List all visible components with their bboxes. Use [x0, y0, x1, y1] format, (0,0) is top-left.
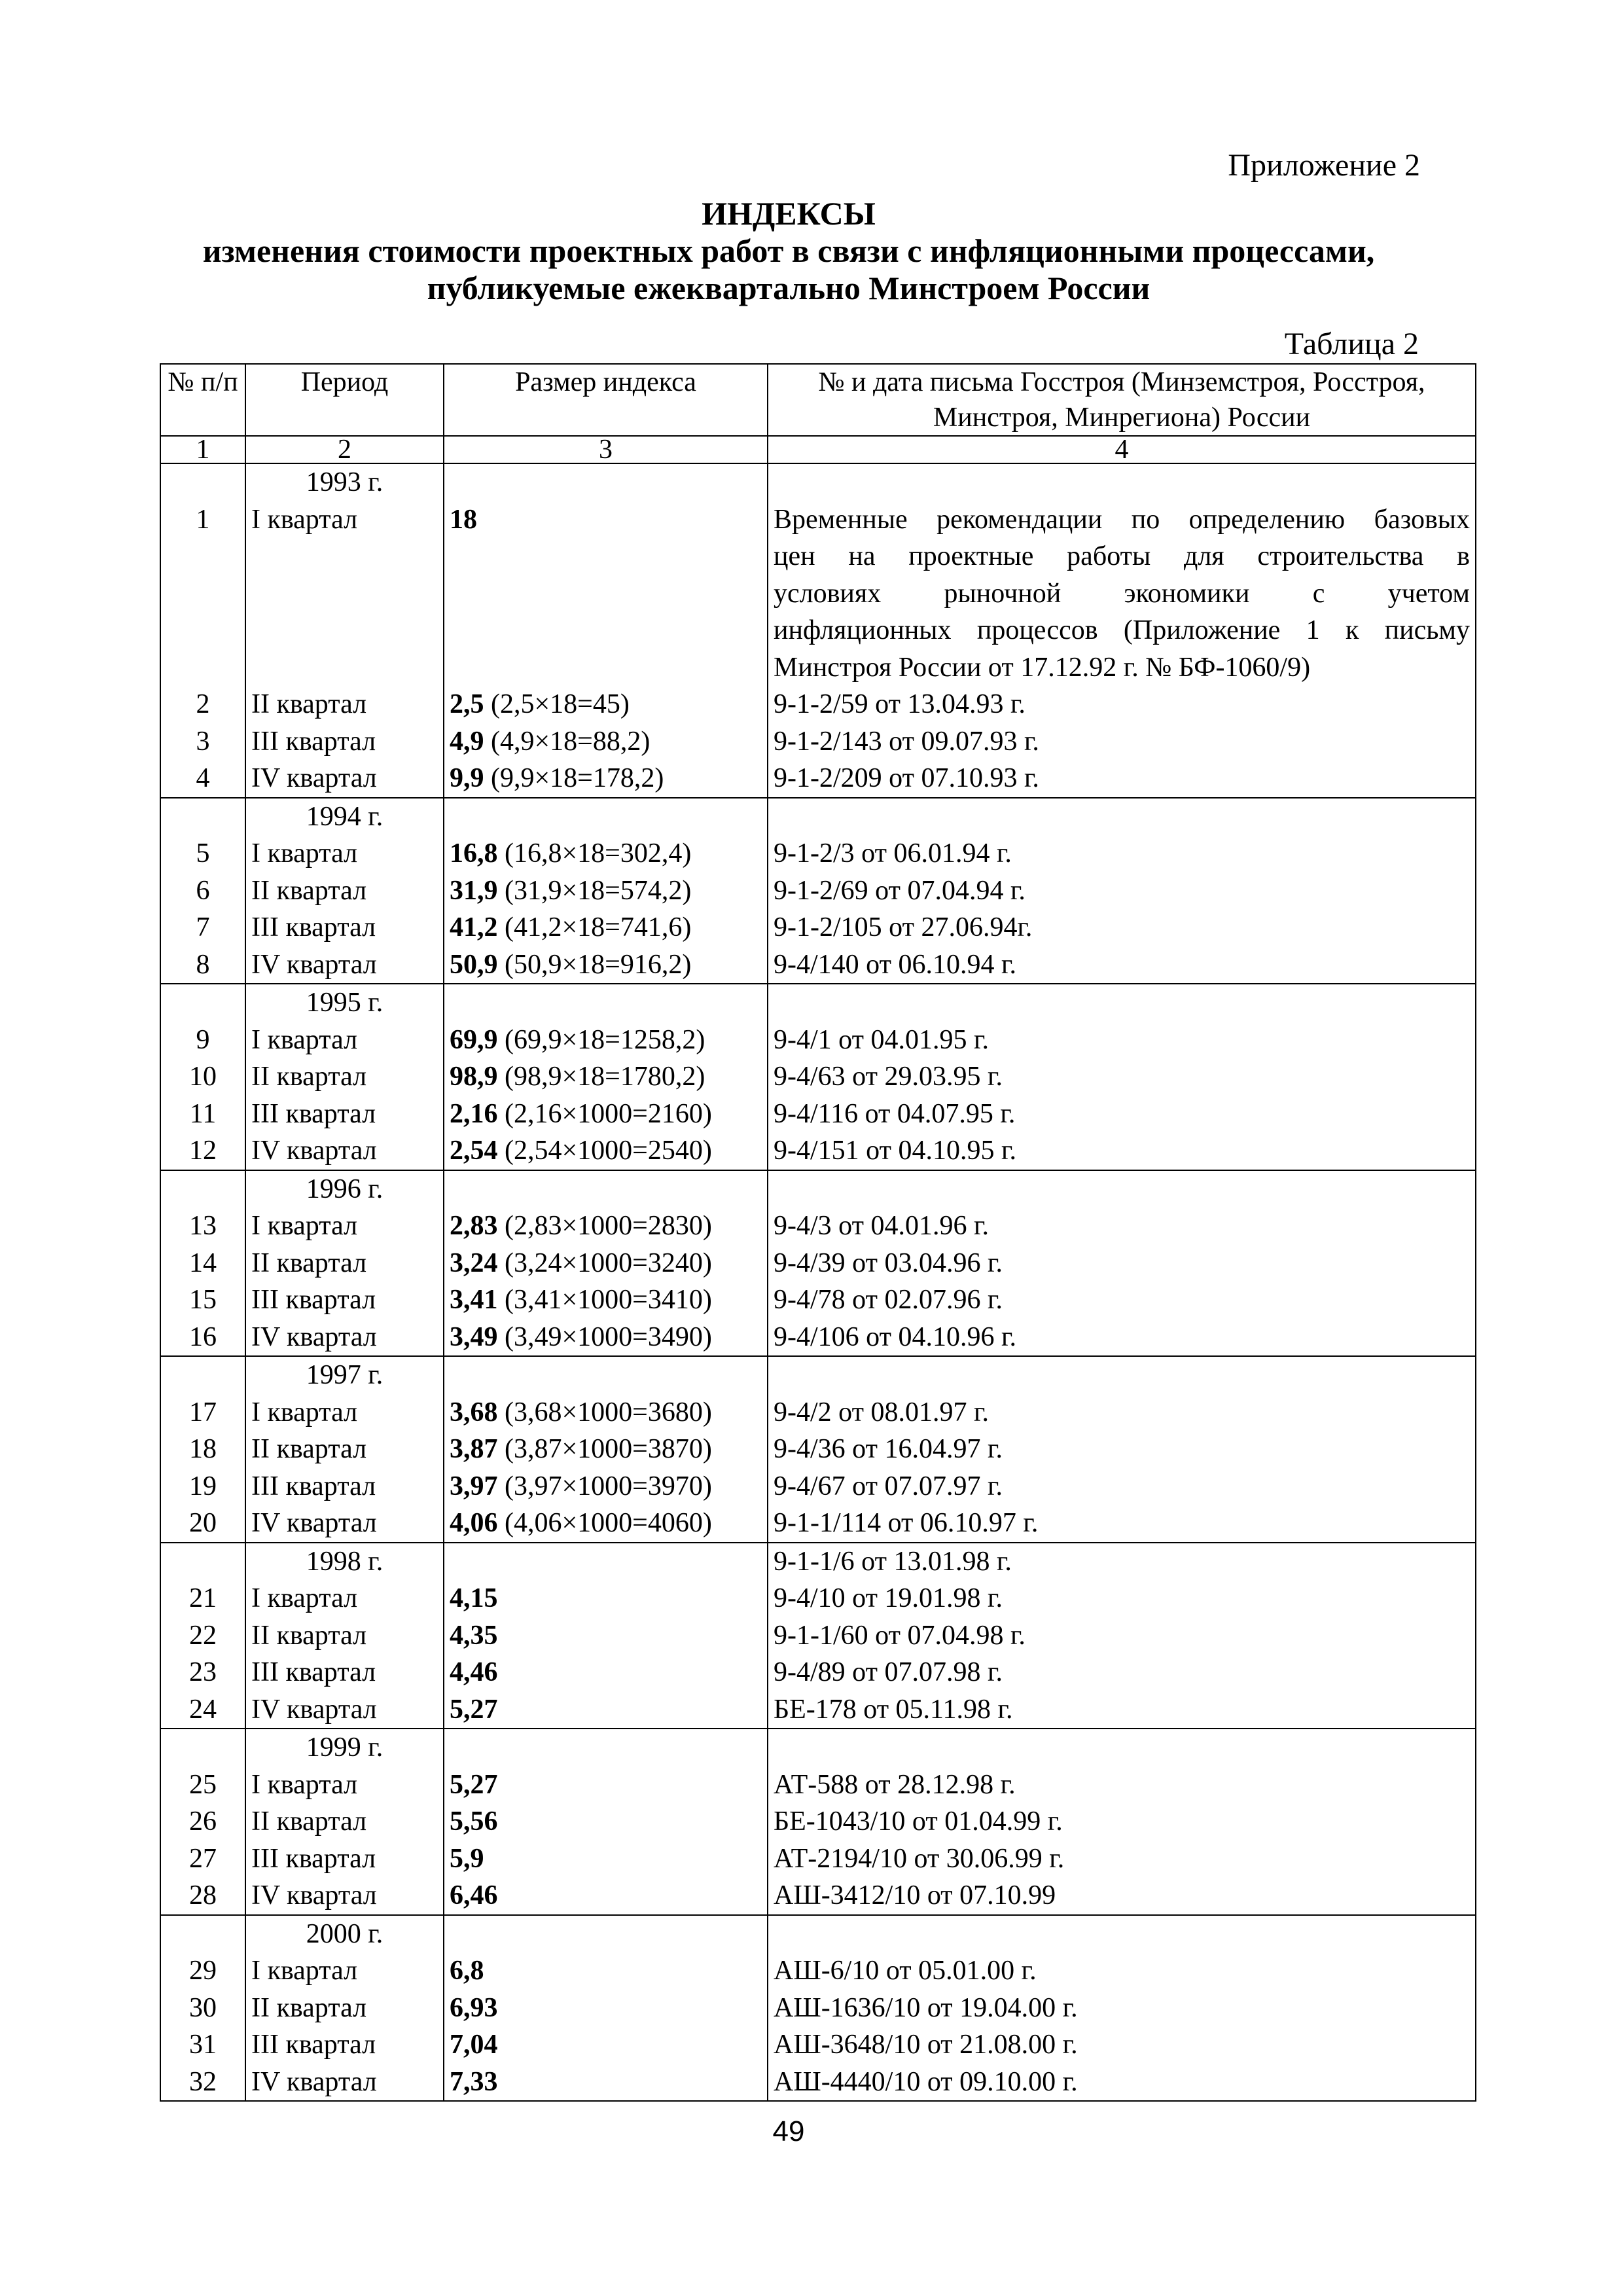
- index-cell: [444, 1170, 768, 1208]
- title-line-3: публикуемые ежеквартально Минстроем России: [427, 270, 1150, 306]
- index-cell: [444, 835, 768, 872]
- row-number-cell: 13: [160, 1208, 245, 1245]
- index-cell: [444, 1282, 768, 1319]
- table-row: [160, 1767, 1476, 1804]
- column-number: 1: [160, 436, 245, 463]
- letter-cell: [768, 798, 1476, 836]
- row-number-cell: 5: [160, 835, 245, 872]
- document-title: [0, 195, 1577, 307]
- row-number-cell: 3: [160, 723, 245, 761]
- index-cell: [444, 2064, 768, 2102]
- year-header-row: [160, 1729, 1476, 1767]
- table-row: [160, 1132, 1476, 1170]
- index-calculation: (41,2×18=741,6): [497, 912, 692, 942]
- row-number-cell: 9: [160, 1022, 245, 1059]
- header-index-size: Размер индекса: [444, 364, 768, 436]
- letter-cell: [768, 1170, 1476, 1208]
- index-calculation: (4,9×18=88,2): [484, 726, 651, 757]
- period-cell: IV квартал: [245, 1877, 444, 1915]
- index-cell: [444, 686, 768, 723]
- row-number-cell: [160, 1356, 245, 1394]
- year-cell: 1996 г.: [245, 1170, 444, 1208]
- table-row: [160, 1654, 1476, 1691]
- period-cell: I квартал: [245, 1022, 444, 1059]
- table-row: [160, 1617, 1476, 1655]
- title-line-1: ИНДЕКСЫ: [702, 195, 876, 232]
- index-calculation: (98,9×18=1780,2): [497, 1062, 705, 1092]
- table-row: [160, 1394, 1476, 1431]
- table-row: [160, 835, 1476, 872]
- index-cell: [444, 1654, 768, 1691]
- period-cell: III квартал: [245, 1840, 444, 1878]
- year-cell: 1995 г.: [245, 984, 444, 1022]
- row-number-cell: 25: [160, 1767, 245, 1804]
- table-row: [160, 872, 1476, 910]
- row-number-cell: [160, 1915, 245, 1953]
- table-row: [160, 2026, 1476, 2064]
- note-line: цен на проектные работы для строительства в: [774, 541, 1470, 571]
- index-calculation: (3,49×1000=3490): [497, 1321, 712, 1352]
- index-value: 50,9: [450, 949, 498, 980]
- title-line-2: изменения стоимости проектных работ в связи с инфляционными процессами,: [202, 232, 1375, 269]
- year-cell: 1997 г.: [245, 1356, 444, 1394]
- index-calculation: (2,83×1000=2830): [497, 1211, 712, 1241]
- index-value: 18: [450, 504, 477, 535]
- letter-cell: 9-1-1/60 от 07.04.98 г.: [768, 1617, 1476, 1655]
- row-number-cell: 22: [160, 1617, 245, 1655]
- letter-cell: 9-4/116 от 04.07.95 г.: [768, 1096, 1476, 1133]
- index-value: 4,9: [450, 726, 484, 757]
- index-cell: [444, 984, 768, 1022]
- row-number-cell: 8: [160, 946, 245, 984]
- year-header-row: [160, 984, 1476, 1022]
- note-line: условиях рыночной экономики с учетом: [774, 578, 1470, 609]
- row-number-cell: 21: [160, 1580, 245, 1617]
- letter-cell: 9-1-1/6 от 13.01.98 г.: [768, 1543, 1476, 1581]
- column-number: 3: [444, 436, 768, 463]
- row-number-cell: 18: [160, 1431, 245, 1468]
- letter-cell: 9-1-2/105 от 27.06.94г.: [768, 909, 1476, 946]
- year-cell: 1993 г.: [245, 463, 444, 501]
- year-header-row: [160, 1543, 1476, 1581]
- index-calculation: (3,41×1000=3410): [497, 1285, 712, 1315]
- index-cell: [444, 1431, 768, 1468]
- letter-cell: 9-4/106 от 04.10.96 г.: [768, 1319, 1476, 1357]
- row-number-cell: [160, 1170, 245, 1208]
- column-number-row: [160, 436, 1476, 463]
- year-cell: 1999 г.: [245, 1729, 444, 1767]
- index-cell: [444, 1505, 768, 1543]
- table-row: [160, 1691, 1476, 1729]
- index-value: 5,9: [450, 1843, 484, 1874]
- table-row: [160, 1022, 1476, 1059]
- note-line: инфляционных процессов (Приложение 1 к письму: [774, 615, 1470, 645]
- row-number-cell: 6: [160, 872, 245, 910]
- letter-cell: АТ-588 от 28.12.98 г.: [768, 1767, 1476, 1804]
- table-label: Таблица 2: [1284, 327, 1419, 361]
- period-cell: I квартал: [245, 1580, 444, 1617]
- index-value: 5,27: [450, 1694, 498, 1725]
- index-cell: [444, 1132, 768, 1170]
- index-value: 4,15: [450, 1583, 498, 1613]
- period-cell: I квартал: [245, 501, 444, 687]
- index-value: 3,24: [450, 1247, 498, 1278]
- row-number-cell: [160, 1729, 245, 1767]
- index-cell: [444, 1245, 768, 1282]
- period-cell: III квартал: [245, 1096, 444, 1133]
- index-value: 2,54: [450, 1136, 498, 1166]
- letter-cell: 9-4/3 от 04.01.96 г.: [768, 1208, 1476, 1245]
- row-number-cell: [160, 984, 245, 1022]
- row-number-cell: 19: [160, 1468, 245, 1505]
- year-cell: 1994 г.: [245, 798, 444, 836]
- note-line: Минстроя России от 17.12.92 г. № БФ-1060/9): [774, 652, 1311, 683]
- index-cell: [444, 1580, 768, 1617]
- table-row: [160, 1319, 1476, 1357]
- letter-cell: [768, 501, 1476, 687]
- table-row: [160, 686, 1476, 723]
- letter-cell: АШ-1636/10 от 19.04.00 г.: [768, 1990, 1476, 2027]
- index-cell: [444, 1990, 768, 2027]
- letter-cell: БЕ-1043/10 от 01.04.99 г.: [768, 1803, 1476, 1840]
- row-number-cell: [160, 463, 245, 501]
- index-calculation: (69,9×18=1258,2): [497, 1024, 705, 1055]
- period-cell: IV квартал: [245, 946, 444, 984]
- index-calculation: (2,16×1000=2160): [497, 1098, 712, 1129]
- period-cell: I квартал: [245, 1208, 444, 1245]
- year-header-row: [160, 1356, 1476, 1394]
- index-cell: [444, 1058, 768, 1096]
- period-cell: IV квартал: [245, 1319, 444, 1357]
- year-header-row: [160, 1170, 1476, 1208]
- index-value: 5,27: [450, 1769, 498, 1800]
- row-number-cell: 4: [160, 760, 245, 798]
- table-row: [160, 760, 1476, 798]
- row-number-cell: 17: [160, 1394, 245, 1431]
- period-cell: II квартал: [245, 1058, 444, 1096]
- index-cell: [444, 1767, 768, 1804]
- year-header-row: [160, 798, 1476, 836]
- header-number: № п/п: [160, 364, 245, 436]
- row-number-cell: [160, 798, 245, 836]
- index-value: 2,16: [450, 1098, 498, 1129]
- table-row: [160, 2064, 1476, 2102]
- year-cell: 2000 г.: [245, 1915, 444, 1953]
- table-row: [160, 946, 1476, 984]
- index-cell: [444, 872, 768, 910]
- letter-cell: 9-4/1 от 04.01.95 г.: [768, 1022, 1476, 1059]
- period-cell: I квартал: [245, 835, 444, 872]
- table-row: [160, 1580, 1476, 1617]
- index-value: 3,68: [450, 1397, 498, 1427]
- index-cell: [444, 463, 768, 501]
- letter-cell: 9-4/10 от 19.01.98 г.: [768, 1580, 1476, 1617]
- index-cell: [444, 1096, 768, 1133]
- index-calculation: (3,87×1000=3870): [497, 1434, 712, 1464]
- letter-cell: 9-4/67 от 07.07.97 г.: [768, 1468, 1476, 1505]
- row-number-cell: 31: [160, 2026, 245, 2064]
- letter-cell: 9-4/2 от 08.01.97 г.: [768, 1394, 1476, 1431]
- row-number-cell: 2: [160, 686, 245, 723]
- index-value: 2,5: [450, 689, 484, 719]
- index-calculation: (3,68×1000=3680): [497, 1397, 712, 1427]
- index-cell: [444, 798, 768, 836]
- row-number-cell: 30: [160, 1990, 245, 2027]
- period-cell: II квартал: [245, 1245, 444, 1282]
- letter-cell: [768, 1915, 1476, 1953]
- period-cell: III квартал: [245, 1654, 444, 1691]
- index-value: 4,06: [450, 1508, 498, 1538]
- table-row: [160, 723, 1476, 761]
- year-header-row: [160, 463, 1476, 501]
- row-number-cell: 23: [160, 1654, 245, 1691]
- index-cell: [444, 1319, 768, 1357]
- index-cell: [444, 1729, 768, 1767]
- index-value: 6,46: [450, 1880, 498, 1910]
- index-value: 31,9: [450, 875, 498, 906]
- header-row: [160, 364, 1476, 436]
- table-row: [160, 1990, 1476, 2027]
- period-cell: III квартал: [245, 2026, 444, 2064]
- index-cell: [444, 946, 768, 984]
- index-value: 98,9: [450, 1062, 498, 1092]
- index-cell: [444, 909, 768, 946]
- appendix-label: Приложение 2: [1228, 148, 1420, 183]
- note-line: Временные рекомендации по определению базовых: [774, 504, 1470, 535]
- letter-cell: [768, 463, 1476, 501]
- table-row: [160, 1208, 1476, 1245]
- row-number-cell: 32: [160, 2064, 245, 2102]
- index-value: 9,9: [450, 763, 484, 793]
- index-calculation: (3,97×1000=3970): [497, 1471, 712, 1501]
- row-number-cell: 1: [160, 501, 245, 687]
- table-row: [160, 1877, 1476, 1915]
- row-number-cell: 16: [160, 1319, 245, 1357]
- index-cell: [444, 1208, 768, 1245]
- table-row: [160, 1282, 1476, 1319]
- index-cell: [444, 1840, 768, 1878]
- letter-cell: 9-1-1/114 от 06.10.97 г.: [768, 1505, 1476, 1543]
- letter-cell: БЕ-178 от 05.11.98 г.: [768, 1691, 1476, 1729]
- table-row: [160, 1245, 1476, 1282]
- index-cell: [444, 1691, 768, 1729]
- year-cell: 1998 г.: [245, 1543, 444, 1581]
- index-value: 3,49: [450, 1321, 498, 1352]
- index-cell: [444, 723, 768, 761]
- letter-cell: [768, 1729, 1476, 1767]
- letter-cell: [768, 1356, 1476, 1394]
- row-number-cell: 11: [160, 1096, 245, 1133]
- period-cell: I квартал: [245, 1952, 444, 1990]
- letter-cell: АШ-6/10 от 05.01.00 г.: [768, 1952, 1476, 1990]
- letter-cell: АТ-2194/10 от 30.06.99 г.: [768, 1840, 1476, 1878]
- table-row: [160, 1840, 1476, 1878]
- index-calculation: (50,9×18=916,2): [497, 949, 692, 980]
- index-table: [160, 363, 1476, 2102]
- letter-cell: 9-4/36 от 16.04.97 г.: [768, 1431, 1476, 1468]
- row-number-cell: [160, 1543, 245, 1581]
- row-number-cell: 10: [160, 1058, 245, 1096]
- index-cell: [444, 760, 768, 798]
- header-letter: № и дата письма Госстроя (Минземстроя, Росстроя, Минстроя, Минрегиона) России: [768, 364, 1476, 436]
- letter-cell: 9-4/140 от 06.10.94 г.: [768, 946, 1476, 984]
- period-cell: IV квартал: [245, 2064, 444, 2102]
- period-cell: II квартал: [245, 1617, 444, 1655]
- index-calculation: (31,9×18=574,2): [497, 875, 692, 906]
- index-value: 3,41: [450, 1285, 498, 1315]
- index-value: 4,46: [450, 1657, 498, 1687]
- table-row: [160, 1468, 1476, 1505]
- table-row: [160, 909, 1476, 946]
- period-cell: IV квартал: [245, 760, 444, 798]
- year-header-row: [160, 1915, 1476, 1953]
- letter-cell: 9-4/89 от 07.07.98 г.: [768, 1654, 1476, 1691]
- period-cell: III квартал: [245, 723, 444, 761]
- period-cell: IV квартал: [245, 1691, 444, 1729]
- index-cell: [444, 1952, 768, 1990]
- period-cell: I квартал: [245, 1394, 444, 1431]
- letter-cell: 9-4/63 от 29.03.95 г.: [768, 1058, 1476, 1096]
- table-row: [160, 501, 1476, 687]
- period-cell: III квартал: [245, 1282, 444, 1319]
- row-number-cell: 15: [160, 1282, 245, 1319]
- index-cell: [444, 1468, 768, 1505]
- period-cell: II квартал: [245, 1803, 444, 1840]
- index-cell: [444, 1394, 768, 1431]
- index-calculation: (2,54×1000=2540): [497, 1136, 712, 1166]
- index-cell: [444, 1022, 768, 1059]
- period-cell: III квартал: [245, 909, 444, 946]
- table-body: [160, 463, 1476, 2101]
- letter-cell: АШ-3648/10 от 21.08.00 г.: [768, 2026, 1476, 2064]
- row-number-cell: 27: [160, 1840, 245, 1878]
- row-number-cell: 14: [160, 1245, 245, 1282]
- letter-cell: 9-1-2/209 от 07.10.93 г.: [768, 760, 1476, 798]
- letter-cell: АШ-4440/10 от 09.10.00 г.: [768, 2064, 1476, 2102]
- letter-cell: 9-1-2/143 от 09.07.93 г.: [768, 723, 1476, 761]
- index-calculation: (3,24×1000=3240): [497, 1247, 712, 1278]
- column-number: 4: [768, 436, 1476, 463]
- index-value: 2,83: [450, 1211, 498, 1241]
- letter-cell: [768, 984, 1476, 1022]
- index-calculation: (9,9×18=178,2): [484, 763, 664, 793]
- period-cell: II квартал: [245, 1990, 444, 2027]
- page-number: 49: [772, 2115, 805, 2147]
- index-value: 41,2: [450, 912, 498, 942]
- index-cell: [444, 1915, 768, 1953]
- table-row: [160, 1058, 1476, 1096]
- row-number-cell: 28: [160, 1877, 245, 1915]
- index-cell: [444, 1543, 768, 1581]
- index-cell: [444, 1803, 768, 1840]
- header-period: Период: [245, 364, 444, 436]
- index-value: 3,97: [450, 1471, 498, 1501]
- period-cell: I квартал: [245, 1767, 444, 1804]
- row-number-cell: 24: [160, 1691, 245, 1729]
- period-cell: II квартал: [245, 872, 444, 910]
- row-number-cell: 12: [160, 1132, 245, 1170]
- index-value: 6,93: [450, 1992, 498, 2023]
- index-calculation: (4,06×1000=4060): [497, 1508, 712, 1538]
- letter-cell: 9-1-2/59 от 13.04.93 г.: [768, 686, 1476, 723]
- period-cell: IV квартал: [245, 1132, 444, 1170]
- index-value: 6,8: [450, 1956, 484, 1986]
- table-row: [160, 1803, 1476, 1840]
- index-cell: [444, 1356, 768, 1394]
- index-cell: [444, 501, 768, 687]
- letter-cell: 9-1-2/69 от 07.04.94 г.: [768, 872, 1476, 910]
- letter-cell: АШ-3412/10 от 07.10.99: [768, 1877, 1476, 1915]
- index-cell: [444, 1617, 768, 1655]
- period-cell: II квартал: [245, 1431, 444, 1468]
- period-cell: III квартал: [245, 1468, 444, 1505]
- index-calculation: (2,5×18=45): [484, 689, 630, 719]
- row-number-cell: 29: [160, 1952, 245, 1990]
- table-row: [160, 1431, 1476, 1468]
- index-calculation: (16,8×18=302,4): [497, 838, 692, 869]
- index-value: 16,8: [450, 838, 498, 869]
- row-number-cell: 7: [160, 909, 245, 946]
- column-number: 2: [245, 436, 444, 463]
- table-row: [160, 1952, 1476, 1990]
- index-value: 7,04: [450, 2030, 498, 2060]
- index-cell: [444, 1877, 768, 1915]
- period-cell: II квартал: [245, 686, 444, 723]
- letter-cell: 9-4/78 от 02.07.96 г.: [768, 1282, 1476, 1319]
- row-number-cell: 20: [160, 1505, 245, 1543]
- letter-cell: 9-4/39 от 03.04.96 г.: [768, 1245, 1476, 1282]
- index-value: 4,35: [450, 1620, 498, 1651]
- index-value: 7,33: [450, 2066, 498, 2097]
- period-cell: IV квартал: [245, 1505, 444, 1543]
- index-cell: [444, 2026, 768, 2064]
- letter-cell: 9-4/151 от 04.10.95 г.: [768, 1132, 1476, 1170]
- index-value: 5,56: [450, 1806, 498, 1837]
- table-row: [160, 1096, 1476, 1133]
- row-number-cell: 26: [160, 1803, 245, 1840]
- index-value: 3,87: [450, 1434, 498, 1464]
- letter-cell: 9-1-2/3 от 06.01.94 г.: [768, 835, 1476, 872]
- index-value: 69,9: [450, 1024, 498, 1055]
- table-row: [160, 1505, 1476, 1543]
